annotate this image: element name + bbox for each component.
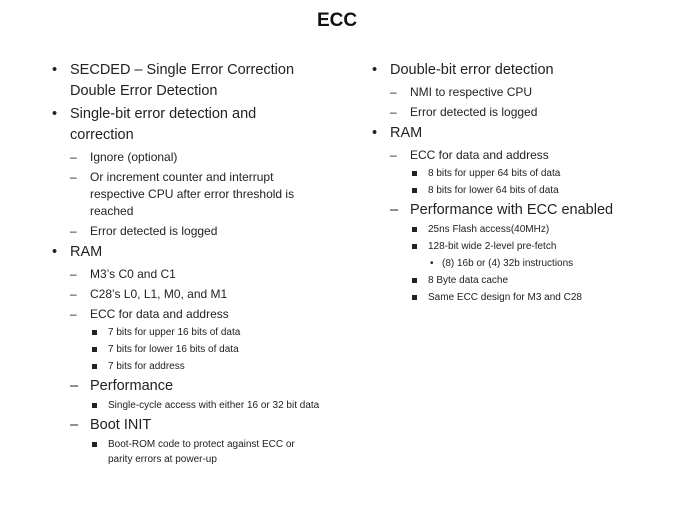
bullet-dot: • bbox=[52, 244, 58, 260]
bullet-text: Double-bit error detection bbox=[390, 62, 554, 78]
sub-bullet: – NMI to respective CPU bbox=[390, 85, 533, 99]
bullet-dot: • bbox=[372, 62, 378, 78]
sub-bullet: – M3’s C0 and C1 bbox=[70, 267, 176, 281]
square-bullet: Boot-ROM code to protect against ECC or parity errors at power-up bbox=[90, 437, 320, 467]
square-bullet: 8 bits for upper 64 bits of data bbox=[410, 166, 660, 181]
sub-bullet: – Or increment counter and interrupt respective CPU after error threshold is reached bbox=[70, 170, 295, 218]
bullet-text: SECDED – Single Error Correction Double Error Detection bbox=[70, 62, 295, 99]
sub-bullet-performance: – Performance bbox=[70, 378, 174, 394]
bullet-text: RAM bbox=[70, 244, 103, 260]
bullet-single-bit bbox=[50, 104, 320, 146]
left-column bbox=[50, 58, 320, 467]
square-bullet: 8 bits for lower 64 bits of data bbox=[410, 183, 660, 198]
square-bullet: Single-cycle access with either 16 or 32 bit data bbox=[90, 398, 320, 413]
dot-bullet: • (8) 16b or (4) 32b instructions bbox=[430, 258, 574, 269]
bullet-dot: • bbox=[52, 62, 58, 78]
sub-bullet: – Error detected is logged bbox=[390, 105, 538, 119]
sub-bullet-boot-init: – Boot INIT bbox=[70, 417, 152, 433]
sub-bullet: – ECC for data and address bbox=[390, 148, 549, 162]
square-bullet: 25ns Flash access(40MHz) bbox=[410, 222, 660, 237]
sub-bullet: – ECC for data and address bbox=[70, 307, 229, 321]
bullet-dot: • bbox=[372, 125, 378, 141]
bullet-double-bit bbox=[370, 60, 660, 81]
bullet-dot: • bbox=[52, 106, 58, 122]
bullet-text: Single-bit error detection and correction bbox=[70, 106, 257, 143]
square-bullet: 8 Byte data cache bbox=[410, 273, 660, 288]
bullet-ram bbox=[370, 123, 660, 144]
slide-title: ECC bbox=[316, 10, 358, 31]
square-bullet: 128-bit wide 2-level pre-fetch bbox=[410, 239, 660, 254]
bullet-ram bbox=[50, 242, 320, 263]
sub-bullet: – Error detected is logged bbox=[70, 224, 218, 238]
square-bullet: 7 bits for address bbox=[90, 359, 320, 374]
sub-bullet: – C28’s L0, L1, M0, and M1 bbox=[70, 287, 228, 301]
square-bullet: 7 bits for lower 16 bits of data bbox=[90, 342, 320, 357]
square-bullet: 7 bits for upper 16 bits of data bbox=[90, 325, 320, 340]
right-column bbox=[370, 58, 660, 305]
sub-bullet-performance: – Performance with ECC enabled bbox=[390, 202, 614, 218]
square-bullet: Same ECC design for M3 and C28 bbox=[410, 290, 660, 305]
bullet-text: RAM bbox=[390, 125, 423, 141]
bullet-secded bbox=[50, 60, 320, 102]
sub-bullet: – Ignore (optional) bbox=[70, 150, 178, 164]
